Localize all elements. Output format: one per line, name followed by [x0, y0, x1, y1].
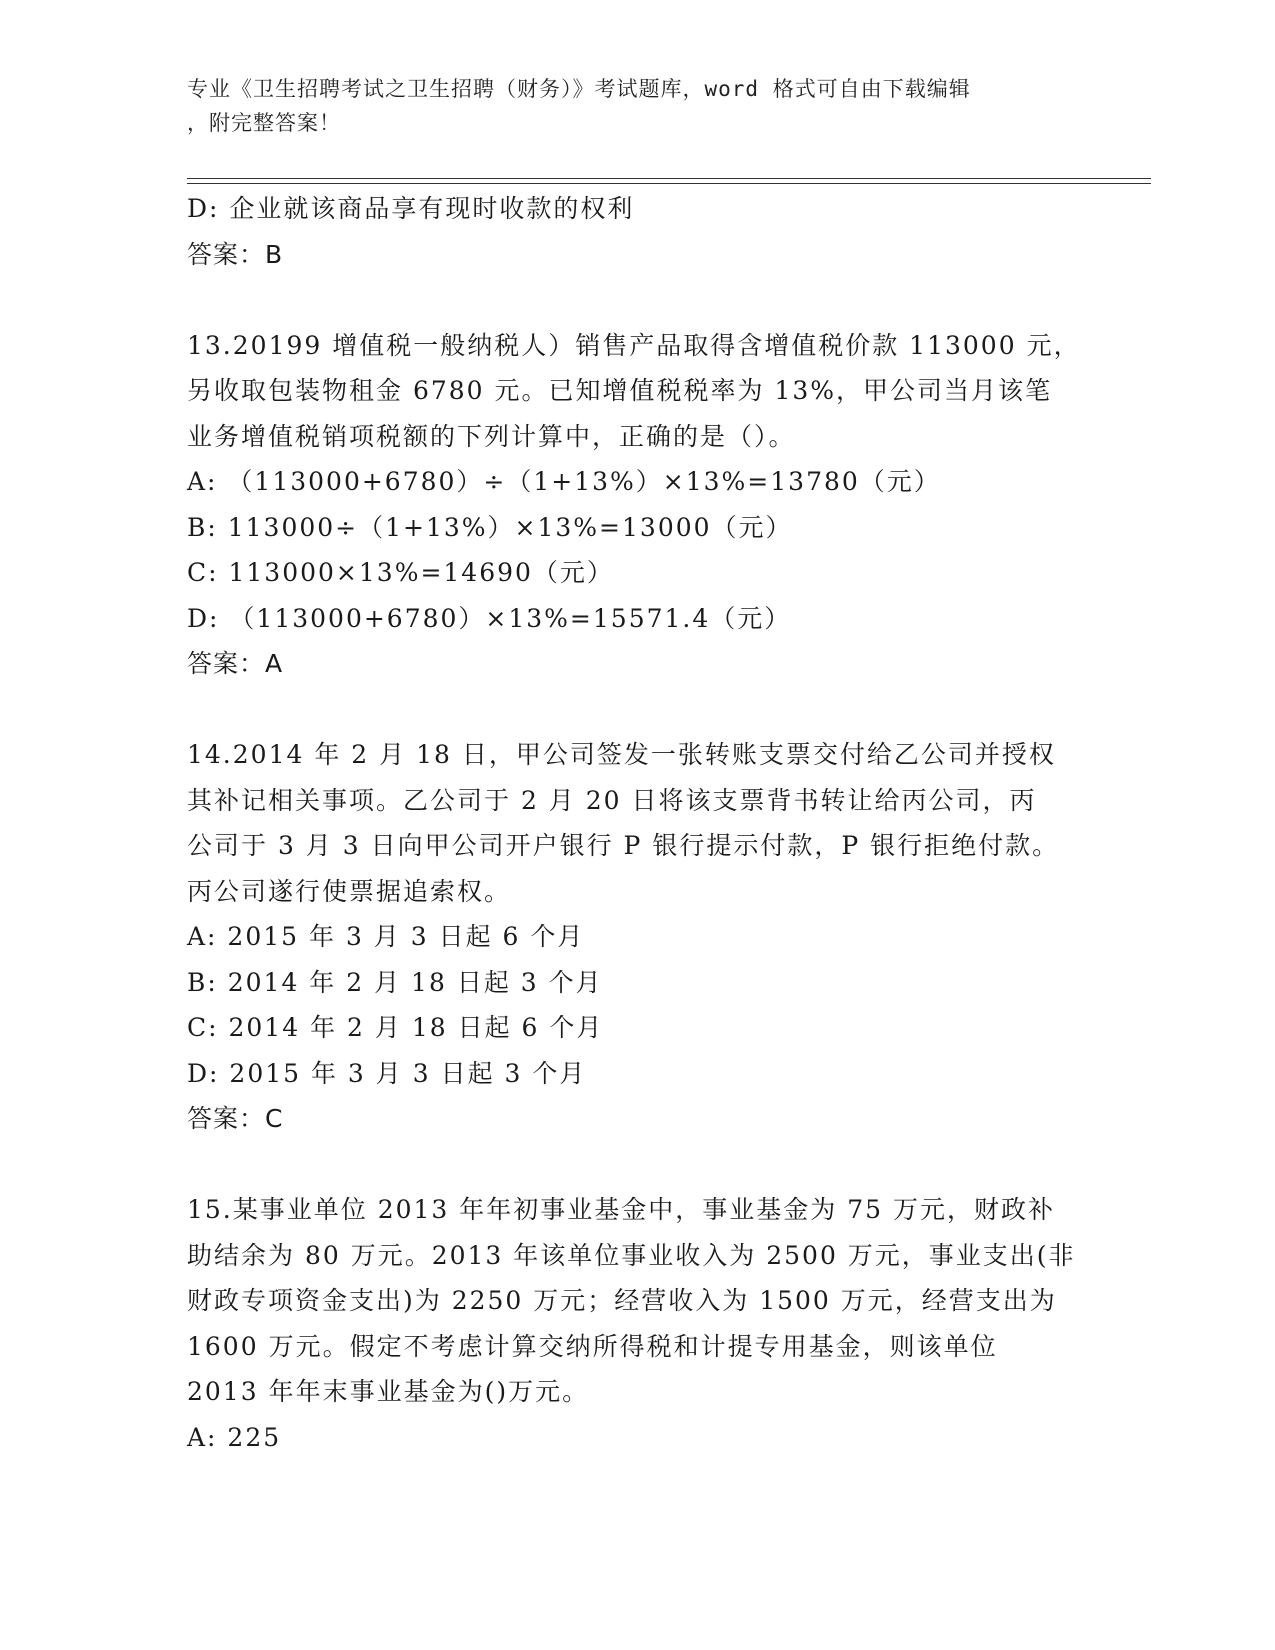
previous-question-tail [187, 186, 1087, 277]
question-text-line: 其补记相关事项。乙公司于 2 月 20 日将该支票背书转让给丙公司，丙 [187, 785, 1037, 815]
question-14 [187, 732, 1087, 1142]
answer-line: 答案：A [187, 649, 284, 678]
option-a: A: 225 [187, 1422, 282, 1452]
question-text-line: 助结余为 80 万元。2013 年该单位事业收入为 2500 万元，事业支出(非 [187, 1240, 1076, 1270]
header-rule-bottom [187, 183, 1151, 184]
question-text-line: 另收取包装物租金 6780 元。已知增值税税率为 13%，甲公司当月该笔 [187, 376, 1053, 405]
spacer [187, 687, 1087, 733]
question-text-line: 业务增值税销项税额的下列计算中，正确的是（）。 [187, 421, 796, 451]
option-b: B: 113000÷（1+13%）×13%=13000（元） [187, 512, 793, 542]
document-header [187, 72, 1067, 140]
spacer [187, 277, 1087, 323]
option-b: B: 2014 年 2 月 18 日起 3 个月 [187, 967, 603, 997]
question-text-line: 2013 年年末事业基金为()万元。 [187, 1377, 590, 1406]
question-text-line: 14.2014 年 2 月 18 日，甲公司签发一张转账支票交付给乙公司并授权 [187, 740, 1056, 769]
option-a: A: 2015 年 3 月 3 日起 6 个月 [187, 922, 585, 951]
question-text-line: 1600 万元。假定不考虑计算交纳所得税和计提专用基金，则该单位 [187, 1331, 998, 1361]
question-15 [187, 1187, 1087, 1460]
answer-line: 答案：B [187, 239, 284, 269]
question-text-line: 公司于 3 月 3 日向甲公司开户银行 P 银行提示付款，P 银行拒绝付款。 [187, 831, 1060, 860]
question-text-line: 财政专项资金支出)为 2250 万元；经营收入为 1500 万元，经营支出为 [187, 1286, 1057, 1315]
option-d: D: （113000+6780）×13%=15571.4（元） [187, 603, 792, 633]
question-text-line: 15.某事业单位 2013 年年初事业基金中，事业基金为 75 万元，财政补 [187, 1195, 1055, 1224]
answer-line: 答案：C [187, 1104, 284, 1133]
question-list [187, 186, 1087, 1460]
header-line-2: ，附完整答案！ [187, 111, 341, 135]
question-13 [187, 323, 1087, 687]
option-d: D: 企业就该商品享有现时收款的权利 [187, 194, 635, 223]
header-rule-top [187, 178, 1151, 179]
option-a: A: （113000+6780）÷（1+13%）×13%=13780（元） [187, 467, 941, 496]
option-d: D: 2015 年 3 月 3 日起 3 个月 [187, 1058, 587, 1088]
question-text-line: 13.20199 增值税一般纳税人）销售产品取得含增值税价款 113000 元， [187, 330, 1081, 360]
option-c: C: 2014 年 2 月 18 日起 6 个月 [187, 1013, 604, 1042]
header-line-1: 专业《卫生招聘考试之卫生招聘（财务）》考试题库，word 格式可自由下载编辑 [187, 77, 971, 101]
spacer [187, 1142, 1087, 1188]
question-text-line: 丙公司遂行使票据追索权。 [187, 876, 512, 906]
option-c: C: 113000×13%=14690（元） [187, 558, 614, 587]
